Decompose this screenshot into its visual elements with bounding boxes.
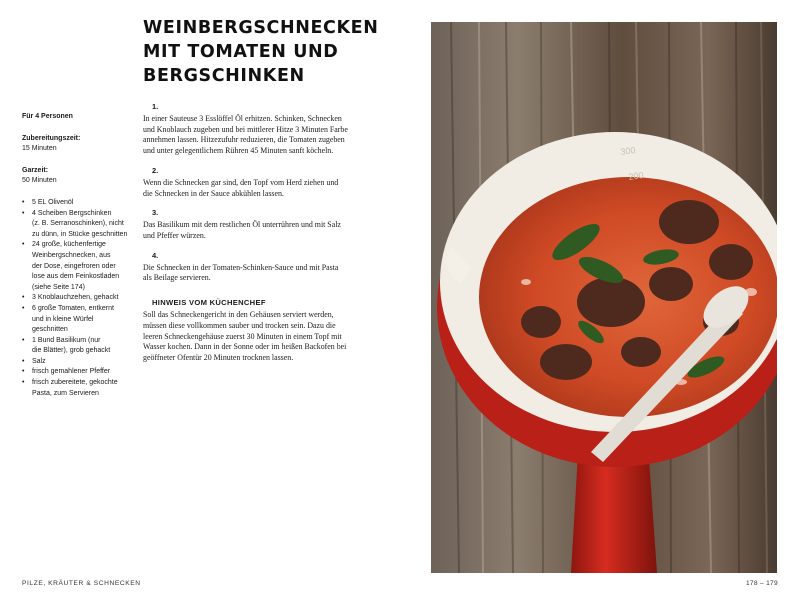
ingredient-line: • 6 große Tomaten, entkernt (32, 304, 114, 312)
step-line: Das Basilikum mit dem restlichen Öl unterrühren und mit Salz (143, 220, 341, 230)
step-number: 1. (152, 102, 159, 111)
step-text (143, 263, 378, 285)
cook-time-value: 50 Minuten (22, 177, 57, 185)
dish-photo-illustration (431, 22, 777, 573)
footer-section-title: PILZE, KRÄUTER & SCHNECKEN (22, 580, 141, 587)
tip-line: müssen diese vollkommen sauber und trocken sein. Dazu die (143, 320, 336, 330)
ingredient-line: zu dünn, in Stücke geschnitten (32, 230, 128, 238)
ingredient-item (22, 378, 130, 399)
step-line: und Knoblauch zugeben und bei mittlerer Hitze 3 Minuten Farbe (143, 124, 348, 134)
step-line: In einer Sauteuse 3 Esslöffel Öl erhitzen. Schinken, Schnecken (143, 113, 342, 123)
ingredient-item (22, 336, 130, 357)
step-line: als Beilage servieren. (143, 273, 211, 283)
step-line: und Pfeffer würzen. (143, 230, 206, 240)
ingredient-line: Weinbergschnecken, aus (32, 251, 111, 259)
step-number: 2. (152, 165, 159, 175)
ingredient-line: • 4 Scheiben Bergschinken (32, 209, 112, 217)
tip-line: geöffneter Ofentür 20 Minuten trocknen lassen. (143, 353, 294, 363)
step-line: Wenn die Schnecken gar sind, den Topf vom Herd ziehen und (143, 177, 339, 187)
step-text (143, 178, 378, 200)
title-line: BERGSCHINKEN (143, 66, 305, 86)
step-line: die Schnecken in der Sauce abkühlen lassen. (143, 188, 284, 198)
ingredient-line: • Salz (32, 357, 46, 365)
ingredient-line: • 5 EL Olivenöl (32, 198, 74, 206)
step-text (143, 114, 378, 157)
step-line: annehmen lassen. Hitzezufuhr reduzieren, die Tomaten zugeben (143, 135, 345, 145)
ingredient-line: die Blätter), grob gehackt (32, 347, 111, 355)
ingredient-line: • frisch gemahlener Pfeffer (32, 368, 111, 376)
chef-tip (143, 298, 378, 364)
tip-line: leeren Schneckengehäuse zuerst 30 Minuten in einem Topf mit (143, 331, 342, 341)
footer-page-numbers: 178 – 179 (745, 580, 778, 587)
ingredient-item (22, 240, 130, 293)
ingredient-line: • 3 Knoblauchzehen, gehackt (32, 294, 119, 302)
ingredient-line: und in kleine Würfel (32, 315, 94, 323)
step-4 (143, 251, 378, 284)
ingredient-line: lose aus dem Feinkostladen (32, 273, 120, 281)
cook-time-label: Garzeit: (22, 166, 49, 174)
ingredient-item (22, 293, 130, 304)
ingredient-item (22, 198, 130, 209)
chef-tip-heading: HINWEIS VOM KÜCHENCHEF (152, 298, 266, 308)
ingredient-line: • 1 Bund Basilikum (nur (32, 336, 101, 344)
prep-time-value: 15 Minuten (22, 145, 57, 153)
ingredient-list (22, 198, 130, 399)
prep-time-block (22, 134, 130, 155)
step-number: 3. (152, 208, 159, 218)
ingredient-line: (siehe Seite 174) (32, 283, 85, 291)
ingredient-item (22, 209, 130, 241)
measure-mark: 200 (627, 169, 645, 182)
tip-line: Soll das Schneckengericht in den Gehäusen serviert werden, (143, 309, 334, 319)
ingredient-line: geschnitten (32, 326, 68, 334)
step-1 (143, 102, 378, 157)
step-line: und unter gelegentlichem Rühren 45 Minuten sanft köcheln. (143, 146, 334, 156)
servings-label: Für 4 Personen (22, 113, 73, 120)
cook-time-block (22, 166, 130, 187)
dish-photo (431, 22, 777, 573)
ingredient-line: • 24 große, küchenfertige (32, 241, 106, 249)
method-column (143, 102, 378, 364)
recipe-title (143, 16, 383, 88)
ingredient-line: • frisch zubereitete, gekochte (32, 379, 118, 387)
measure-mark: 300 (619, 144, 637, 157)
ingredient-item (22, 357, 130, 368)
ingredient-line: (z. B. Serranoschinken), nicht (32, 220, 124, 228)
step-line: Die Schnecken in der Tomaten-Schinken-Sauce und mit Pasta (143, 262, 339, 272)
step-number: 4. (152, 250, 159, 260)
step-2 (143, 166, 378, 199)
chef-tip-text (143, 310, 378, 364)
prep-time-label: Zubereitungszeit: (22, 134, 81, 142)
step-3 (143, 208, 378, 241)
ingredient-item (22, 304, 130, 336)
ingredient-line: der Dose, eingefroren oder (32, 262, 116, 270)
servings-block (22, 112, 130, 123)
title-line: WEINBERGSCHNECKEN (143, 18, 379, 38)
recipe-sidebar (22, 112, 130, 399)
step-text (143, 220, 378, 242)
ingredient-line: Pasta, zum Servieren (32, 389, 99, 397)
tip-line: Wasser kochen. Dann in der Sonne oder im heißen Backofen bei (143, 342, 347, 352)
ingredient-item (22, 367, 130, 378)
title-line: MIT TOMATEN UND (143, 42, 339, 62)
